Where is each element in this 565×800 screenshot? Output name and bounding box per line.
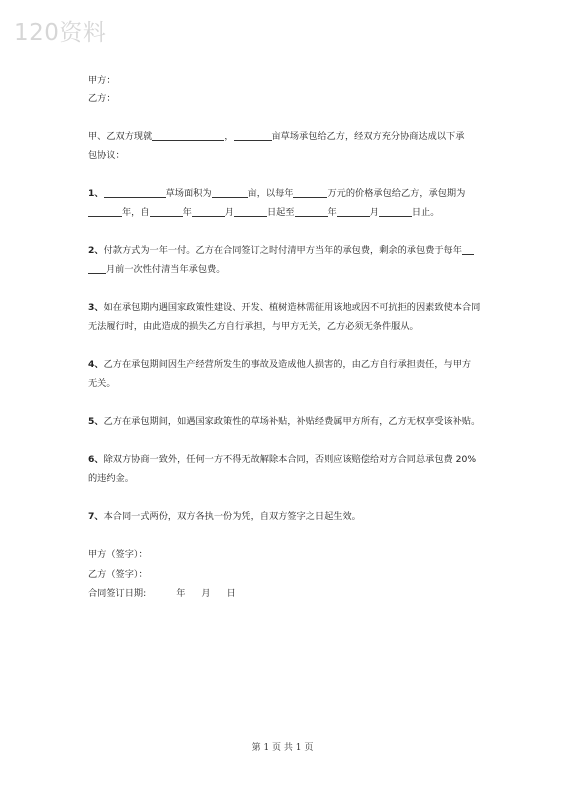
clause-1-text-4: 年，自: [122, 207, 150, 218]
clause-1-text-2: 亩，以每年: [247, 188, 294, 199]
clause-1-text-8: 年: [327, 207, 337, 218]
clause-1-blank-10: [379, 204, 412, 217]
signing-date-year: 年: [176, 588, 186, 599]
clause-7-number: 7、: [88, 511, 104, 522]
intro-text-1: 甲、乙双方现就: [88, 131, 153, 142]
clause-4-line-1: [88, 354, 471, 375]
clause-2-text-2: 月前一次性付清当年承包费。: [106, 264, 226, 275]
signing-date-label: 合同签订日期:: [88, 588, 147, 599]
clause-6-number: 6、: [88, 454, 104, 465]
clause-2-blank-1a: [462, 242, 474, 255]
clause-5-line-1: [88, 411, 480, 432]
party-b-label: 乙方：: [88, 93, 116, 104]
clause-5-number: 5、: [88, 416, 104, 427]
clause-1-blank-3: [293, 185, 327, 198]
clause-1-line-1: [88, 183, 465, 204]
clause-1-blank-4: [88, 204, 122, 217]
clause-1-blank-5: [150, 204, 183, 217]
clause-2-number: 2、: [88, 245, 104, 256]
clause-2-line-1: [88, 240, 474, 261]
clause-1-blank-2: [212, 185, 248, 198]
clause-1-blank-9: [337, 204, 370, 217]
clause-2-line-2: [88, 259, 225, 280]
signing-date-day: 日: [226, 588, 236, 599]
clause-1-number: 1、: [88, 188, 104, 199]
clause-4-number: 4、: [88, 359, 104, 370]
clause-6-text-1: 除双方协商一致外，任何一方不得无故解除本合同，否则应该赔偿给对方合同总承包费 20%: [103, 454, 477, 465]
clause-1-blank-6: [192, 204, 225, 217]
clause-6-line-2: 的违约金。: [88, 473, 134, 484]
clause-3-text-1: 如在承包期内遇国家政策性建设、开发、植树造林需征用该地或因不可抗拒的因素致使本合同: [103, 302, 481, 313]
clause-1-text-3: 万元的价格承包给乙方，承包期为: [327, 188, 466, 199]
clause-7-line-1: [88, 506, 361, 527]
clause-3-line-2: 无法履行时，由此造成的损失乙方自行承担，与甲方无关，乙方必须无条件服从。: [88, 321, 419, 332]
clause-1-blank-8: [295, 204, 328, 217]
clause-4-line-2: 无关。: [88, 378, 116, 389]
party-a-label: 甲方：: [88, 75, 116, 86]
intro-blank-1: [152, 128, 224, 141]
clause-1-blank-7: [234, 204, 267, 217]
clause-5-text-1: 乙方在承包期间，如遇国家政策性的草场补贴，补贴经费属甲方所有，乙方无权享受该补贴。: [103, 416, 481, 427]
clause-2-blank-1b: [88, 261, 106, 274]
watermark: 120资料: [14, 20, 107, 46]
clause-1-text-10: 日止。: [411, 207, 440, 218]
intro-line-2: 包协议：: [88, 150, 125, 161]
intro-text-3: 亩草场承包给乙方，经双方充分协商达成以下承: [271, 131, 465, 142]
clause-1-blank-1: [104, 185, 166, 198]
clause-2-text-1: 付款方式为一年一付。乙方在合同签订之时付清甲方当年的承包费，剩余的承包费于每年: [103, 245, 462, 256]
clause-1-line-2: [88, 202, 439, 223]
clause-3-number: 3、: [88, 302, 104, 313]
page-footer: 第 1 页 共 1 页: [251, 743, 314, 753]
clause-7-text-1: 本合同一式两份，双方各执一份为凭，自双方签字之日起生效。: [103, 511, 361, 522]
clause-1-text-1: 草场面积为: [165, 188, 212, 199]
clause-6-line-1: [88, 449, 476, 470]
clause-4-text-1: 乙方在承包期间因生产经营所发生的事故及造成他人损害的，由乙方自行承担责任，与甲方: [103, 359, 472, 370]
clause-1-text-9: 月: [369, 207, 379, 218]
clause-1-text-5: 年: [182, 207, 192, 218]
signature-party-a: 甲方（签字）：: [88, 549, 148, 560]
signature-party-b: 乙方（签字）：: [88, 569, 148, 580]
clause-3-line-1: [88, 297, 480, 318]
intro-text-2: ，: [224, 131, 234, 142]
clause-1-text-6: 月: [224, 207, 234, 218]
clause-1-text-7: 日起至: [266, 207, 295, 218]
intro-line-1: [88, 126, 464, 147]
signing-date-line: [88, 583, 236, 604]
intro-blank-2: [234, 128, 272, 141]
signing-date-month: 月: [201, 588, 211, 599]
